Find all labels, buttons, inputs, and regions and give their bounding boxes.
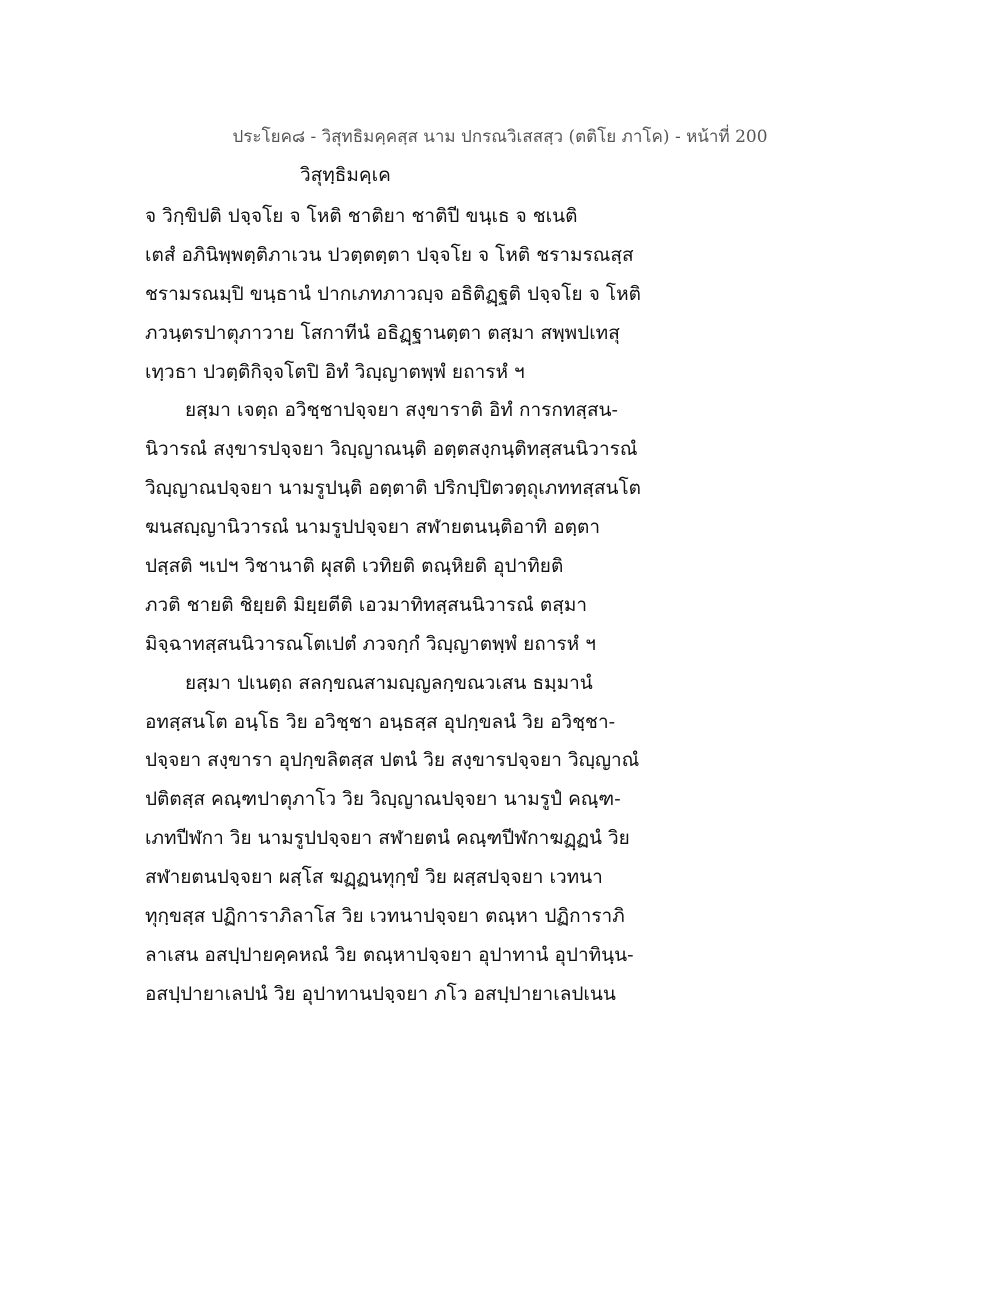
section-title: วิสุทฺธิมคฺเค xyxy=(300,164,391,186)
text-line-6: ยสฺมา เจตฺถ อวิชฺชาปจฺจยา สงฺขาราติ อิทํ การกทสฺสน- xyxy=(185,399,618,422)
body-text xyxy=(145,197,685,1014)
text-line-21: อสปฺปายาเลปนํ วิย อุปาทานปจฺจยา ภโว อสปฺปายาเลปเนน xyxy=(145,982,616,1005)
text-line-18: สฬายตนปจฺจยา ผสฺโส ฆฏฺฏนทุกฺขํ วิย ผสฺสปจฺจยา เวทนา xyxy=(145,866,603,889)
text-line-4: ภวนฺตรปาตุภาวาย โสกาทีนํ อธิฏฺฐานตฺตา ตสฺมา สพฺพปเทสุ xyxy=(145,321,620,344)
text-line-7: นิวารณํ สงฺขารปจฺจยา วิญฺญาณนฺติ อตฺตสงฺกนฺติทสฺสนนิวารณํ xyxy=(145,438,638,461)
text-line-12: มิจฺฉาทสฺสนนิวารณโตเปตํ ภวจกฺกํ วิญฺญาตพฺพํ ยถารหํ ฯ xyxy=(145,632,596,655)
text-line-17: เภทปีฬกา วิย นามรูปปจฺจยา สฬายตนํ คณฺฑปีฬกาฆฏฺฏนํ วิย xyxy=(145,827,630,850)
text-line-5: เทฺวธา ปวตฺติกิจฺจโตปิ อิทํ วิญฺญาตพฺพํ ยถารหํ ฯ xyxy=(145,360,525,383)
text-line-1: จ วิกฺขิปติ ปจฺจโย จ โหติ ชาติยา ชาติปี ขนฺเธ จ ชเนติ xyxy=(145,205,578,227)
text-line-9: ฆนสญฺญานิวารณํ นามรูปปจฺจยา สฬายตนนฺติอาทิ อตฺตา xyxy=(145,516,600,539)
running-header: ประโยค๘ - วิสุทธิมคฺคสฺส นาม ปกรณวิเสสสฺว (ตติโย ภาโค) - หน้าที่ 200 xyxy=(232,127,768,147)
text-line-10: ปสฺสติ ฯเปฯ วิชานาติ ผุสติ เวทิยติ ตณฺหิยติ อุปาทิยติ xyxy=(145,555,564,578)
text-line-19: ทุกฺขสฺส ปฏิการาภิลาโส วิย เวทนาปจฺจยา ตณฺหา ปฏิการาภิ xyxy=(145,905,625,928)
text-line-3: ชรามรณมฺปิ ขนฺธานํ ปากเภทภาวญฺจ อธิติฏฺฐติ ปจฺจโย จ โหติ xyxy=(145,282,641,305)
text-line-8: วิญฺญาณปจฺจยา นามรูปนฺติ อตฺตาติ ปริกปฺปิตวตฺถุเภททสฺสนโต xyxy=(145,477,641,500)
text-line-2: เตสํ อภินิพฺพตฺติภาเวน ปวตฺตตฺตา ปจฺจโย จ โหติ ชรามรณสฺส xyxy=(145,243,634,266)
text-line-20: ลาเสน อสปฺปายคฺคหณํ วิย ตณฺหาปจฺจยา อุปาทานํ อุปาทินฺน- xyxy=(145,943,634,966)
text-line-13: ยสฺมา ปเนตฺถ สลกฺขณสามญฺญลกฺขณวเสน ธมฺมานํ xyxy=(185,671,593,694)
text-line-15: ปจฺจยา สงฺขารา อุปกฺขลิตสฺส ปตนํ วิย สงฺขารปจฺจยา วิญฺญาณํ xyxy=(145,749,640,772)
text-line-11: ภวติ ชายติ ชิยฺยติ มิยฺยตีติ เอวมาทิทสฺสนนิวารณํ ตสฺมา xyxy=(145,593,588,616)
text-line-14: อทสฺสนโต อนฺโธ วิย อวิชฺชา อนฺธสฺส อุปกฺขลนํ วิย อวิชฺชา- xyxy=(145,710,616,733)
text-line-16: ปติตสฺส คณฺฑปาตุภาโว วิย วิญฺญาณปจฺจยา นามรูปํ คณฺฑ- xyxy=(145,788,621,811)
